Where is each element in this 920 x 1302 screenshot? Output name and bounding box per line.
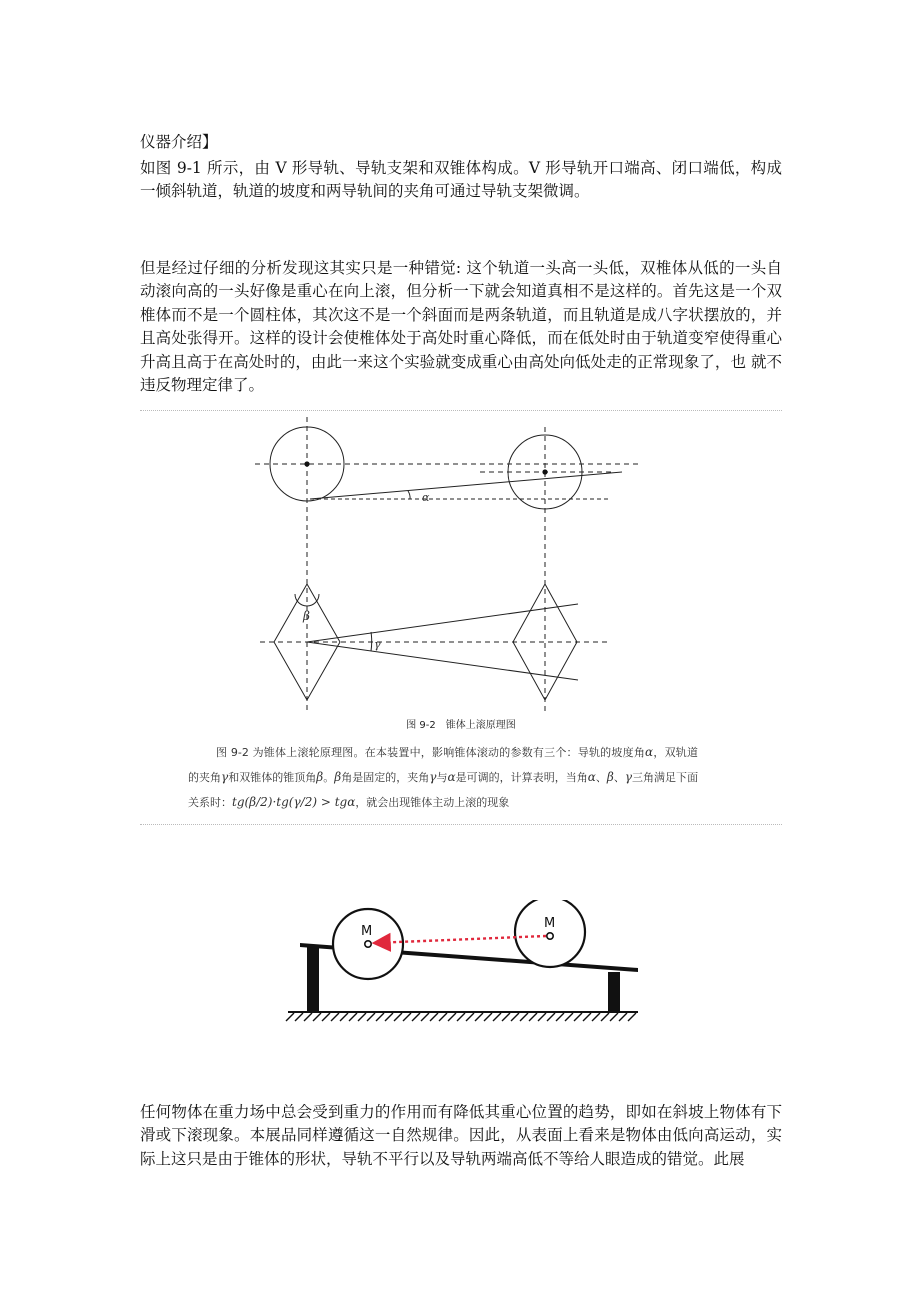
cone-rolling-principle-figure	[140, 412, 782, 824]
hatch-stroke	[493, 1013, 501, 1021]
alpha-symbol: α	[447, 770, 456, 784]
alpha-angle-arc	[408, 491, 410, 499]
gamma-symbol: γ	[429, 770, 437, 784]
hatch-stroke	[466, 1013, 474, 1021]
low-center-of-mass	[365, 941, 371, 947]
ground-hatching	[286, 1013, 636, 1021]
hatch-stroke	[421, 1013, 429, 1021]
hatch-stroke	[457, 1013, 465, 1021]
hatch-stroke	[547, 1013, 555, 1021]
hatch-stroke	[538, 1013, 546, 1021]
hatch-stroke	[313, 1013, 321, 1021]
hatch-stroke	[331, 1013, 339, 1021]
hatch-stroke	[601, 1013, 609, 1021]
incline-rail-line	[310, 472, 622, 499]
hatch-stroke	[412, 1013, 420, 1021]
hatch-stroke	[403, 1013, 411, 1021]
hatch-stroke	[556, 1013, 564, 1021]
hatch-stroke	[583, 1013, 591, 1021]
beta-symbol: β	[334, 770, 342, 784]
hatch-stroke	[340, 1013, 348, 1021]
hatch-stroke	[286, 1013, 294, 1021]
hatch-stroke	[502, 1013, 510, 1021]
high-end-center-point	[542, 469, 547, 474]
explanation-text: 三角满足下面关系时：	[188, 771, 699, 809]
alpha-label: α	[422, 491, 430, 504]
low-end-center-point	[304, 461, 309, 466]
left-support-post	[307, 945, 319, 1012]
hatch-stroke	[628, 1013, 636, 1021]
explanation-text: 图 9-2 为锥体上滚轮原理图。在本装置中，影响锥体滚动的参数有三个：导轨的坡度角	[216, 746, 646, 759]
rolling-diagram	[280, 900, 650, 1030]
hatch-stroke	[592, 1013, 600, 1021]
hatch-stroke	[475, 1013, 483, 1021]
formula: tg(β/2)·tg(γ/2) > tgα	[232, 795, 356, 809]
gamma-symbol: γ	[624, 770, 633, 784]
hatch-stroke	[295, 1013, 303, 1021]
explanation-text: 。	[323, 771, 335, 784]
explanation-text: ，双轨道的夹角	[188, 746, 698, 784]
hatch-stroke	[394, 1013, 402, 1021]
gamma-symbol: γ	[221, 770, 229, 784]
hatch-stroke	[304, 1013, 312, 1021]
rolling-mass-figure	[280, 900, 650, 1030]
figure-title: 锥体上滚原理图	[445, 720, 516, 731]
hatch-stroke	[385, 1013, 393, 1021]
hatch-stroke	[367, 1013, 375, 1021]
hatch-stroke	[376, 1013, 384, 1021]
mass-label-left: M	[361, 924, 373, 939]
mass-label-right: M	[544, 916, 556, 931]
hatch-stroke	[484, 1013, 492, 1021]
section-heading: 仪器介绍】	[140, 133, 218, 151]
intro-paragraph: 如图 9-1 所示，由 V 形导轨、导轨支架和双锥体构成。V 形导轨开口端高、闭口端低，构成一倾斜轨道，轨道的坡度和两导轨间的夹角可通过导轨支架微调。	[140, 159, 782, 201]
explanation-text: 和双锥体的锥顶角	[228, 771, 317, 784]
alpha-symbol: α	[645, 745, 654, 759]
hatch-stroke	[511, 1013, 519, 1021]
figure-caption	[140, 716, 782, 731]
figure-number: 图 9-2	[406, 720, 436, 731]
closing-paragraph: 任何物体在重力场中总会受到重力的作用而有降低其重心位置的趋势，即如在斜坡上物体有下滑或下滚现象。本展品同样遵循这一自然规律。因此，从表面上看来是物体由低向高运动，实际上这只是由于锥体的形状，导轨不平行以及导轨两端高低不等给人眼造成的错觉。此展	[140, 1103, 782, 1168]
explanation-text: 角是固定的，夹角	[341, 771, 430, 784]
hatch-stroke	[349, 1013, 357, 1021]
hatch-stroke	[529, 1013, 537, 1021]
alpha-symbol: α	[587, 770, 596, 784]
beta-label: β	[303, 609, 310, 623]
hatch-stroke	[430, 1013, 438, 1021]
figure-top-divider	[140, 410, 782, 411]
explanation-text: 是可调的，计算表明，当角	[455, 771, 588, 784]
hatch-stroke	[619, 1013, 627, 1021]
beta-symbol: β	[606, 770, 614, 784]
hatch-stroke	[610, 1013, 618, 1021]
hatch-stroke	[448, 1013, 456, 1021]
hatch-stroke	[520, 1013, 528, 1021]
lower-rail-line	[307, 642, 578, 680]
explanation-text: 与	[436, 771, 448, 784]
hatch-stroke	[322, 1013, 330, 1021]
hatch-stroke	[565, 1013, 573, 1021]
high-center-of-mass	[547, 933, 553, 939]
hatch-stroke	[439, 1013, 447, 1021]
hatch-stroke	[358, 1013, 366, 1021]
figure-explanation	[188, 740, 698, 815]
analysis-paragraph: 但是经过仔细的分析发现这其实只是一种错觉: 这个轨道一头高一头低，双椎体从低的一头自动滚向高的一头好像是重心在向上滚，但分析一下就会知道真相不是这样的。首先这是一个双椎体而不是一个圆柱体，其次这不是一个斜面而是两条轨道，而且轨道是成八字状摆放的，并且高处张得开。这样的设计会使椎体处于高处时重心降低，而在低处时由于轨道变窄使得重心升高且高于在高处时的，由此一来这个实验就变成重心由高处向低处走的正常现象了，也 就不违反物理定律了。	[140, 259, 782, 395]
upper-rail-line	[307, 604, 578, 642]
gamma-label: γ	[374, 638, 381, 651]
explanation-text: 、	[595, 771, 607, 784]
principle-diagram	[140, 412, 782, 712]
figure-bottom-divider	[140, 824, 782, 825]
hatch-stroke	[574, 1013, 582, 1021]
right-support-post	[608, 972, 620, 1012]
beta-symbol: β	[316, 770, 324, 784]
explanation-text: ，就会出现锥体主动上滚的现象	[355, 796, 510, 809]
explanation-text: 、	[613, 771, 625, 784]
